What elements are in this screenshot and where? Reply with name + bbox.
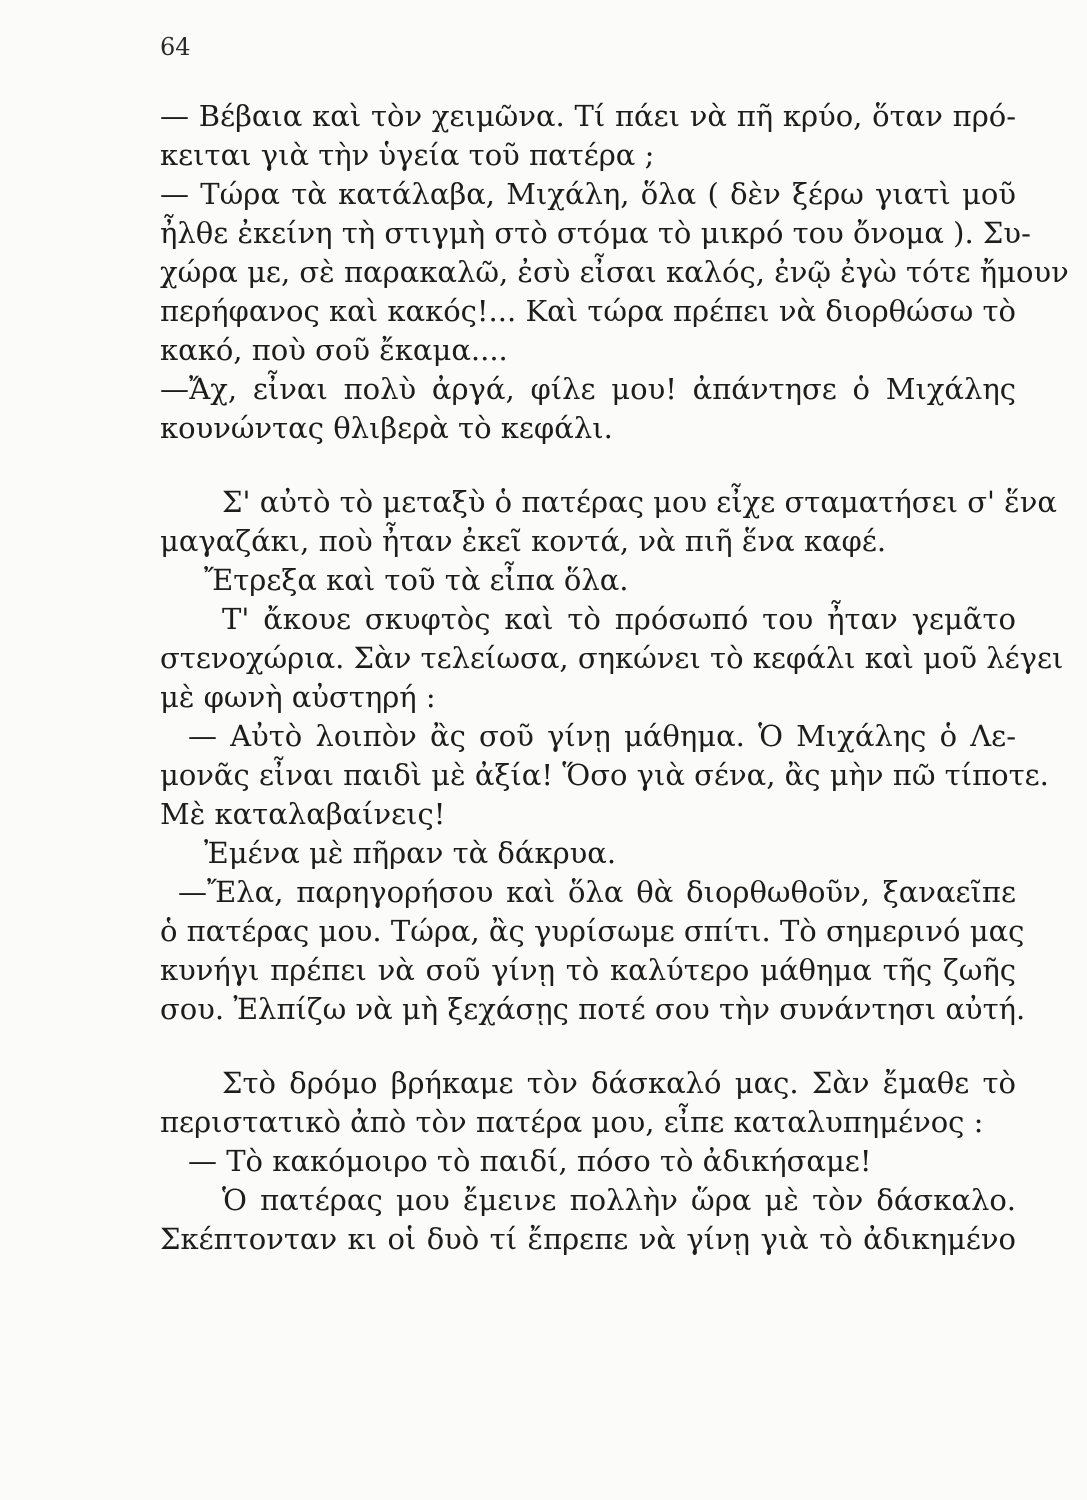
text-line: Σκέπτονταν κι οἱ δυὸ τί ἔπρεπε νὰ γίνῃ γιὰ τὸ ἀδικημένο	[160, 1222, 1016, 1256]
text-line: — Αὐτὸ λοιπὸν ἂς σοῦ γίνῃ μάθημα. Ὁ Μιχάλης ὁ Λε-	[188, 719, 1016, 753]
text-line: Μὲ καταλαβαίνεις!	[160, 797, 446, 831]
text-line: — Βέβαια καὶ τὸν χειμῶνα. Τί πάει νὰ πῆ κρύο, ὅταν πρό-	[160, 99, 1016, 133]
body-text	[160, 97, 1069, 1259]
text-line: ἦλθε ἐκείνη τὴ στιγμὴ στὸ στόμα τὸ μικρό του ὄνομα ). Συ-	[160, 216, 1031, 250]
text-line: Ἔτρεξα καὶ τοῦ τὰ εἶπα ὅλα.	[204, 563, 629, 597]
text-line: μὲ φωνὴ αὐστηρή :	[160, 680, 436, 714]
paragraph-gap	[160, 1029, 1016, 1064]
text-line: —Ἔλα, παρηγορήσου καὶ ὅλα θὰ διορθωθοῦν, ξαναεῖπε	[178, 875, 1016, 909]
text-line: στενοχώρια. Σὰν τελείωσα, σηκώνει τὸ κεφάλι καὶ μοῦ λέγει	[160, 641, 1064, 675]
text-line: Σ' αὐτὸ τὸ μεταξὺ ὁ πατέρας μου εἶχε σταματήσει σ' ἕνα	[222, 485, 1057, 519]
text-line: κακό, ποὺ σοῦ ἔκαμα....	[160, 333, 508, 367]
text-line: κειται γιὰ τὴν ὑγεία τοῦ πατέρα ;	[160, 138, 655, 172]
text-line: σου. Ἐλπίζω νὰ μὴ ξεχάσῃς ποτέ σου τὴν συνάντησι αὐτή.	[160, 992, 1026, 1026]
text-line: Τ' ἄκουε σκυφτὸς καὶ τὸ πρόσωπό του ἦταν γεμᾶτο	[222, 602, 1016, 636]
text-line: — Τὸ κακόμοιρο τὸ παιδί, πόσο τὸ ἀδικήσαμε!	[188, 1144, 872, 1178]
text-line: μονᾶς εἶναι παιδὶ μὲ ἀξία! Ὅσο γιὰ σένα, ἂς μὴν πῶ τίποτε.	[160, 758, 1049, 792]
text-line: Ἐμένα μὲ πῆραν τὰ δάκρυα.	[204, 836, 617, 870]
text-line: κυνήγι πρέπει νὰ σοῦ γίνῃ τὸ καλύτερο μάθημα τῆς ζωῆς	[160, 953, 1016, 987]
text-line: Στὸ δρόμο βρήκαμε τὸν δάσκαλό μας. Σὰν ἔμαθε τὸ	[222, 1066, 1016, 1100]
text-line: κουνώντας θλιβερὰ τὸ κεφάλι.	[160, 411, 613, 445]
text-line: ὁ πατέρας μου. Τώρα, ἂς γυρίσωμε σπίτι. Τὸ σημερινό μας	[160, 914, 1025, 948]
text-line: περιστατικὸ ἀπὸ τὸν πατέρα μου, εἶπε καταλυπημένος :	[160, 1105, 984, 1139]
page-number: 64	[160, 33, 191, 61]
text-line: —Ἄχ, εἶναι πολὺ ἀργά, φίλε μου! ἀπάντησε ὁ Μιχάλης	[160, 372, 1016, 406]
text-line: — Τώρα τὰ κατάλαβα, Μιχάλη, ὅλα ( δὲν ξέρω γιατὶ μοῦ	[160, 177, 1016, 211]
text-line: μαγαζάκι, ποὺ ἦταν ἐκεῖ κοντά, νὰ πιῆ ἕνα καφέ.	[160, 524, 887, 558]
text-line: περήφανος καὶ κακός!... Καὶ τώρα πρέπει νὰ διορθώσω τὸ	[160, 294, 1016, 328]
paragraph-gap	[160, 448, 1016, 483]
text-line: χώρα με, σὲ παρακαλῶ, ἐσὺ εἶσαι καλός, ἐνῷ ἐγὼ τότε ἤμουν	[160, 255, 1069, 289]
text-line: Ὁ πατέρας μου ἔμεινε πολλὴν ὥρα μὲ τὸν δάσκαλο.	[222, 1183, 1016, 1217]
